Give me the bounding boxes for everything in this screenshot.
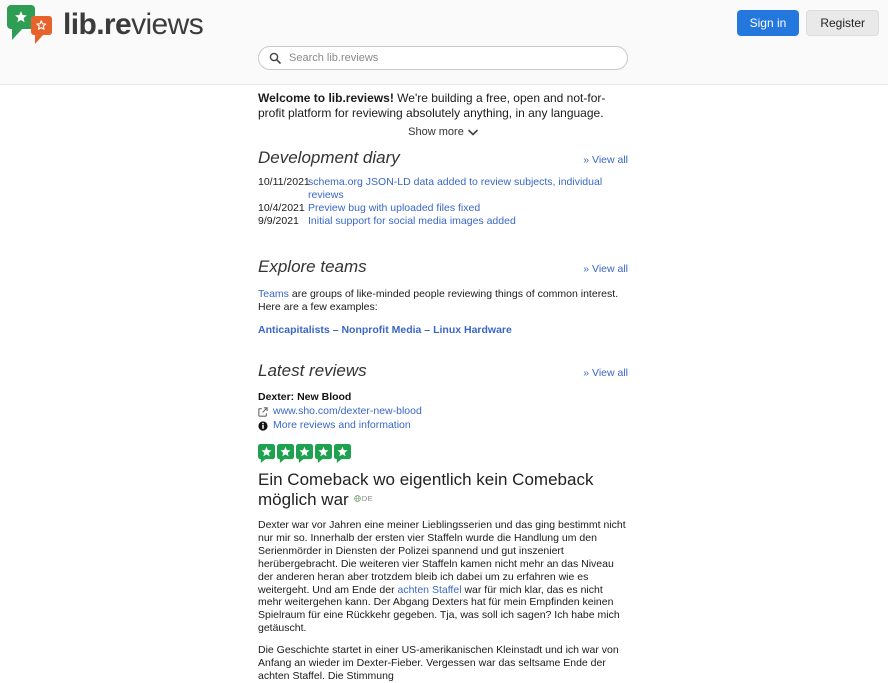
more-info-link[interactable]: More reviews and information xyxy=(273,419,411,431)
site-header xyxy=(0,0,888,85)
reviews-view-all-link[interactable]: » View all xyxy=(583,367,628,379)
welcome-bold: Welcome to lib.reviews! xyxy=(258,91,394,105)
diary-entry-date: 10/4/2021 xyxy=(258,202,305,214)
language-badge xyxy=(354,494,373,503)
review-title-text: Ein Comeback wo eigentlich kein Comeback möglich war xyxy=(258,470,594,509)
diary-entry-link[interactable]: Preview bug with uploaded files fixed xyxy=(308,202,481,214)
subject-url-link[interactable]: www.sho.com/dexter-new-blood xyxy=(273,405,422,417)
development-diary-section xyxy=(258,148,628,228)
star-icon xyxy=(334,444,351,463)
diary-entries xyxy=(258,176,628,228)
main-content xyxy=(258,85,628,683)
review-title xyxy=(258,470,628,510)
team-link[interactable]: Linux Hardware xyxy=(433,324,512,336)
explore-teams-section xyxy=(258,257,628,336)
diary-entry-date: 9/9/2021 xyxy=(258,215,299,227)
diary-view-all-link[interactable]: » View all xyxy=(583,154,628,166)
team-separator: – xyxy=(329,324,342,336)
chevron-down-icon xyxy=(468,129,478,136)
diary-section-title: Development diary xyxy=(258,148,400,167)
teams-inline-link[interactable]: Teams xyxy=(258,288,289,300)
lib-reviews-logo-icon xyxy=(6,3,54,47)
star-icon xyxy=(296,444,313,463)
language-code: DE xyxy=(361,494,374,503)
teams-description-rest: are groups of like-minded people reviewing things of common interest. Here are a few examples: xyxy=(258,288,619,313)
sign-in-button[interactable]: Sign in xyxy=(737,10,800,36)
search-input[interactable] xyxy=(258,46,628,70)
star-icon xyxy=(315,444,332,463)
team-link[interactable]: Nonprofit Media xyxy=(341,324,422,336)
review-inline-link[interactable]: achten Staffel xyxy=(397,583,462,596)
review-paragraph-2: Die Geschichte startet in einer US-amerikanischen Kleinstadt und ich war von Anfang an wieder im Dexter-Fieber. Vergessen war das seltsame Ende der achten Staffel. Die Stimmung xyxy=(258,644,619,682)
brand-logo-link[interactable] xyxy=(6,3,203,47)
diary-entry-link[interactable]: Initial support for social media images added xyxy=(308,215,516,227)
external-link-icon xyxy=(258,407,268,417)
team-links xyxy=(258,324,628,336)
review-paragraph-1 xyxy=(258,519,628,635)
para1-after: war für mich klar, das es nicht mehr weitergehen kann. Der Abgang Dexters hat für mein Empfinden keinen Spielraum für eine Rückkehr gegeben. Tja, was soll ich sagen? Ich habe mich getäuscht. xyxy=(258,583,620,635)
info-icon xyxy=(258,421,268,431)
review-subject-title: Dexter: New Blood xyxy=(258,391,352,403)
welcome-rest: We're building a free, open and not-for-profit platform for reviewing absolutely anything, in any language. xyxy=(258,91,606,120)
review-subject-block xyxy=(258,391,628,432)
show-more-label: Show more xyxy=(408,126,464,138)
teams-description xyxy=(258,288,628,314)
register-button[interactable]: Register xyxy=(806,10,879,36)
star-icon xyxy=(258,444,275,463)
diary-entry-row xyxy=(258,215,628,228)
diary-entry-date: 10/11/2021 xyxy=(258,176,310,188)
star-icon xyxy=(277,444,294,463)
teams-view-all-link[interactable]: » View all xyxy=(583,263,628,275)
team-link[interactable]: Anticapitalists xyxy=(258,324,330,336)
diary-entry-row xyxy=(258,176,628,202)
latest-reviews-section xyxy=(258,361,628,683)
wordmark-bold: lib.re xyxy=(63,8,132,41)
reviews-section-title: Latest reviews xyxy=(258,361,367,380)
globe-icon xyxy=(354,495,361,502)
auth-buttons xyxy=(737,10,879,36)
welcome-text xyxy=(258,91,628,121)
diary-entry-link[interactable]: schema.org JSON-LD data added to review subjects, individual reviews xyxy=(308,176,603,201)
star-rating xyxy=(258,444,628,463)
wordmark-light: views xyxy=(131,8,204,41)
site-wordmark xyxy=(63,8,203,42)
show-more-toggle[interactable] xyxy=(258,126,628,138)
para1-before: Dexter war vor Jahren eine meiner Lieblingsserien und das ging bestimmt nicht nur mir so. Innerhalb der ersten vier Staffeln wurde die Handlung um den Serienmörder in Diensten der Polizei spannend und gut inszeniert herübergebracht. Die weiteren vier Staffeln kamen nicht mehr an das Niveau der anderen heran aber trotzdem bleib ich dabei um zu erfahren wie es weitergeht. Und am Ende der xyxy=(258,519,626,596)
team-separator: – xyxy=(421,324,434,336)
diary-entry-row xyxy=(258,202,628,215)
search-bar xyxy=(258,46,628,70)
teams-section-title: Explore teams xyxy=(258,257,367,276)
